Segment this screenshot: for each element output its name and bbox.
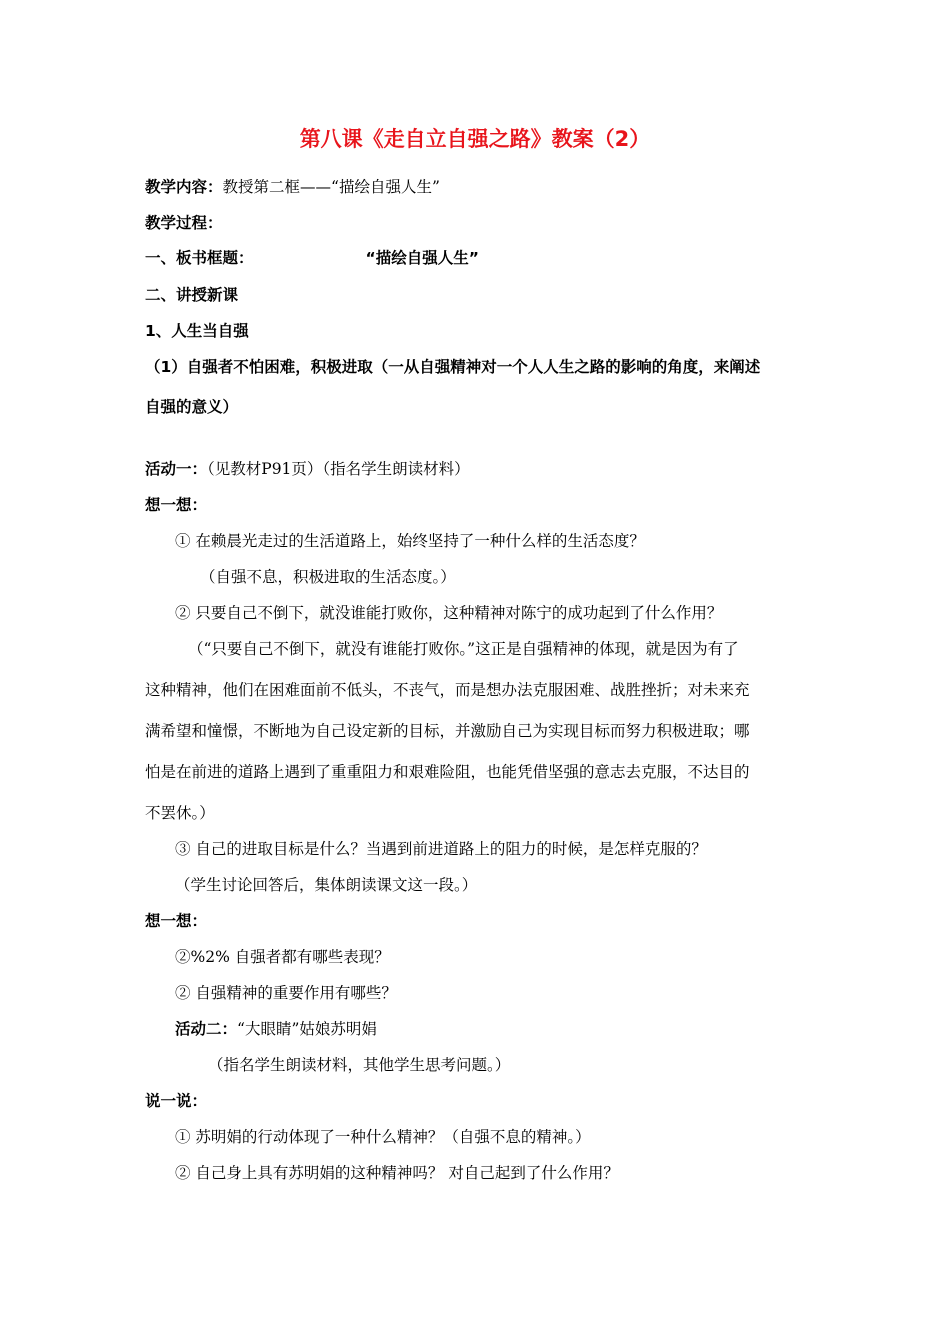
question-1: ① 在赖晨光走过的生活道路上，始终坚持了一种什么样的生活态度？ [175,532,645,550]
say-label: 说一说： [145,1092,208,1110]
page-title: 第八课《走自立自强之路》教案（2） [299,127,651,151]
say-question-1: ① 苏明娟的行动体现了一种什么精神？（自强不息的精神。） [175,1128,591,1146]
think-two-question-2: ② 自强精神的重要作用有哪些？ [175,984,397,1002]
section-one-label: 一、板书框题： [145,249,254,267]
think-one-label: 想一想： [145,496,208,514]
think-two-label: 想一想： [145,912,208,930]
point-one-line-1: （1）自强者不怕困难，积极进取（一从自强精神对一个人人生之路的影响的角度，来阐述 [145,358,761,376]
teaching-content-label: 教学内容： [145,178,223,196]
answer-2-line-2: 这种精神，他们在困难面前不低头，不丧气，而是想办法克服困难、战胜挫折；对未来充 [145,681,750,699]
activity-one-line [145,459,470,479]
section-two-label: 二、讲授新课 [145,286,239,304]
activity-two-label: 活动二： [175,1020,238,1038]
subsection-one-label: 1、人生当自强 [145,322,249,340]
activity-two-note: （指名学生朗读材料，其他学生思考问题。） [208,1056,511,1074]
answer-2-line-5: 不罢休。） [145,804,215,822]
think-two-question-1: ②%2% 自强者都有哪些表现？ [175,948,390,966]
activity-one-text: （见教材P91页）（指名学生朗读材料） [207,460,470,478]
answer-2-line-3: 满希望和憧憬，不断地为自己设定新的目标，并激励自己为实现目标而努力积极进取；哪 [145,722,750,740]
teaching-content-text: 教授第二框——“描绘自强人生” [222,178,440,196]
section-one-line [145,248,479,268]
answer-2-line-1: （“只要自己不倒下，就没有谁能打败你。”这正是自强精神的体现，就是因为有了 [188,640,739,658]
point-one-line-2: 自强的意义） [145,398,239,416]
question-3: ③ 自己的进取目标是什么？当遇到前进道路上的阻力的时候，是怎样克服的？ [175,840,707,858]
answer-1: （自强不息，积极进取的生活态度。） [200,568,456,586]
answer-3: （学生讨论回答后，集体朗读课文这一段。） [175,876,478,894]
question-2: ② 只要自己不倒下，就没谁能打败你，这种精神对陈宁的成功起到了什么作用？ [175,604,723,622]
activity-two-line [175,1019,377,1039]
teaching-process-label: 教学过程： [145,214,223,232]
activity-two-text: “大眼睛”姑娘苏明娟 [237,1020,377,1038]
section-one-title: “描绘自强人生” [365,249,479,267]
activity-one-label: 活动一： [145,460,208,478]
say-question-2: ② 自己身上具有苏明娟的这种精神吗？ 对自己起到了什么作用？ [175,1164,619,1182]
teaching-content-line [145,177,440,197]
answer-2-line-4: 怕是在前进的道路上遇到了重重阻力和艰难险阻，也能凭借坚强的意志去克服，不达目的 [145,763,750,781]
